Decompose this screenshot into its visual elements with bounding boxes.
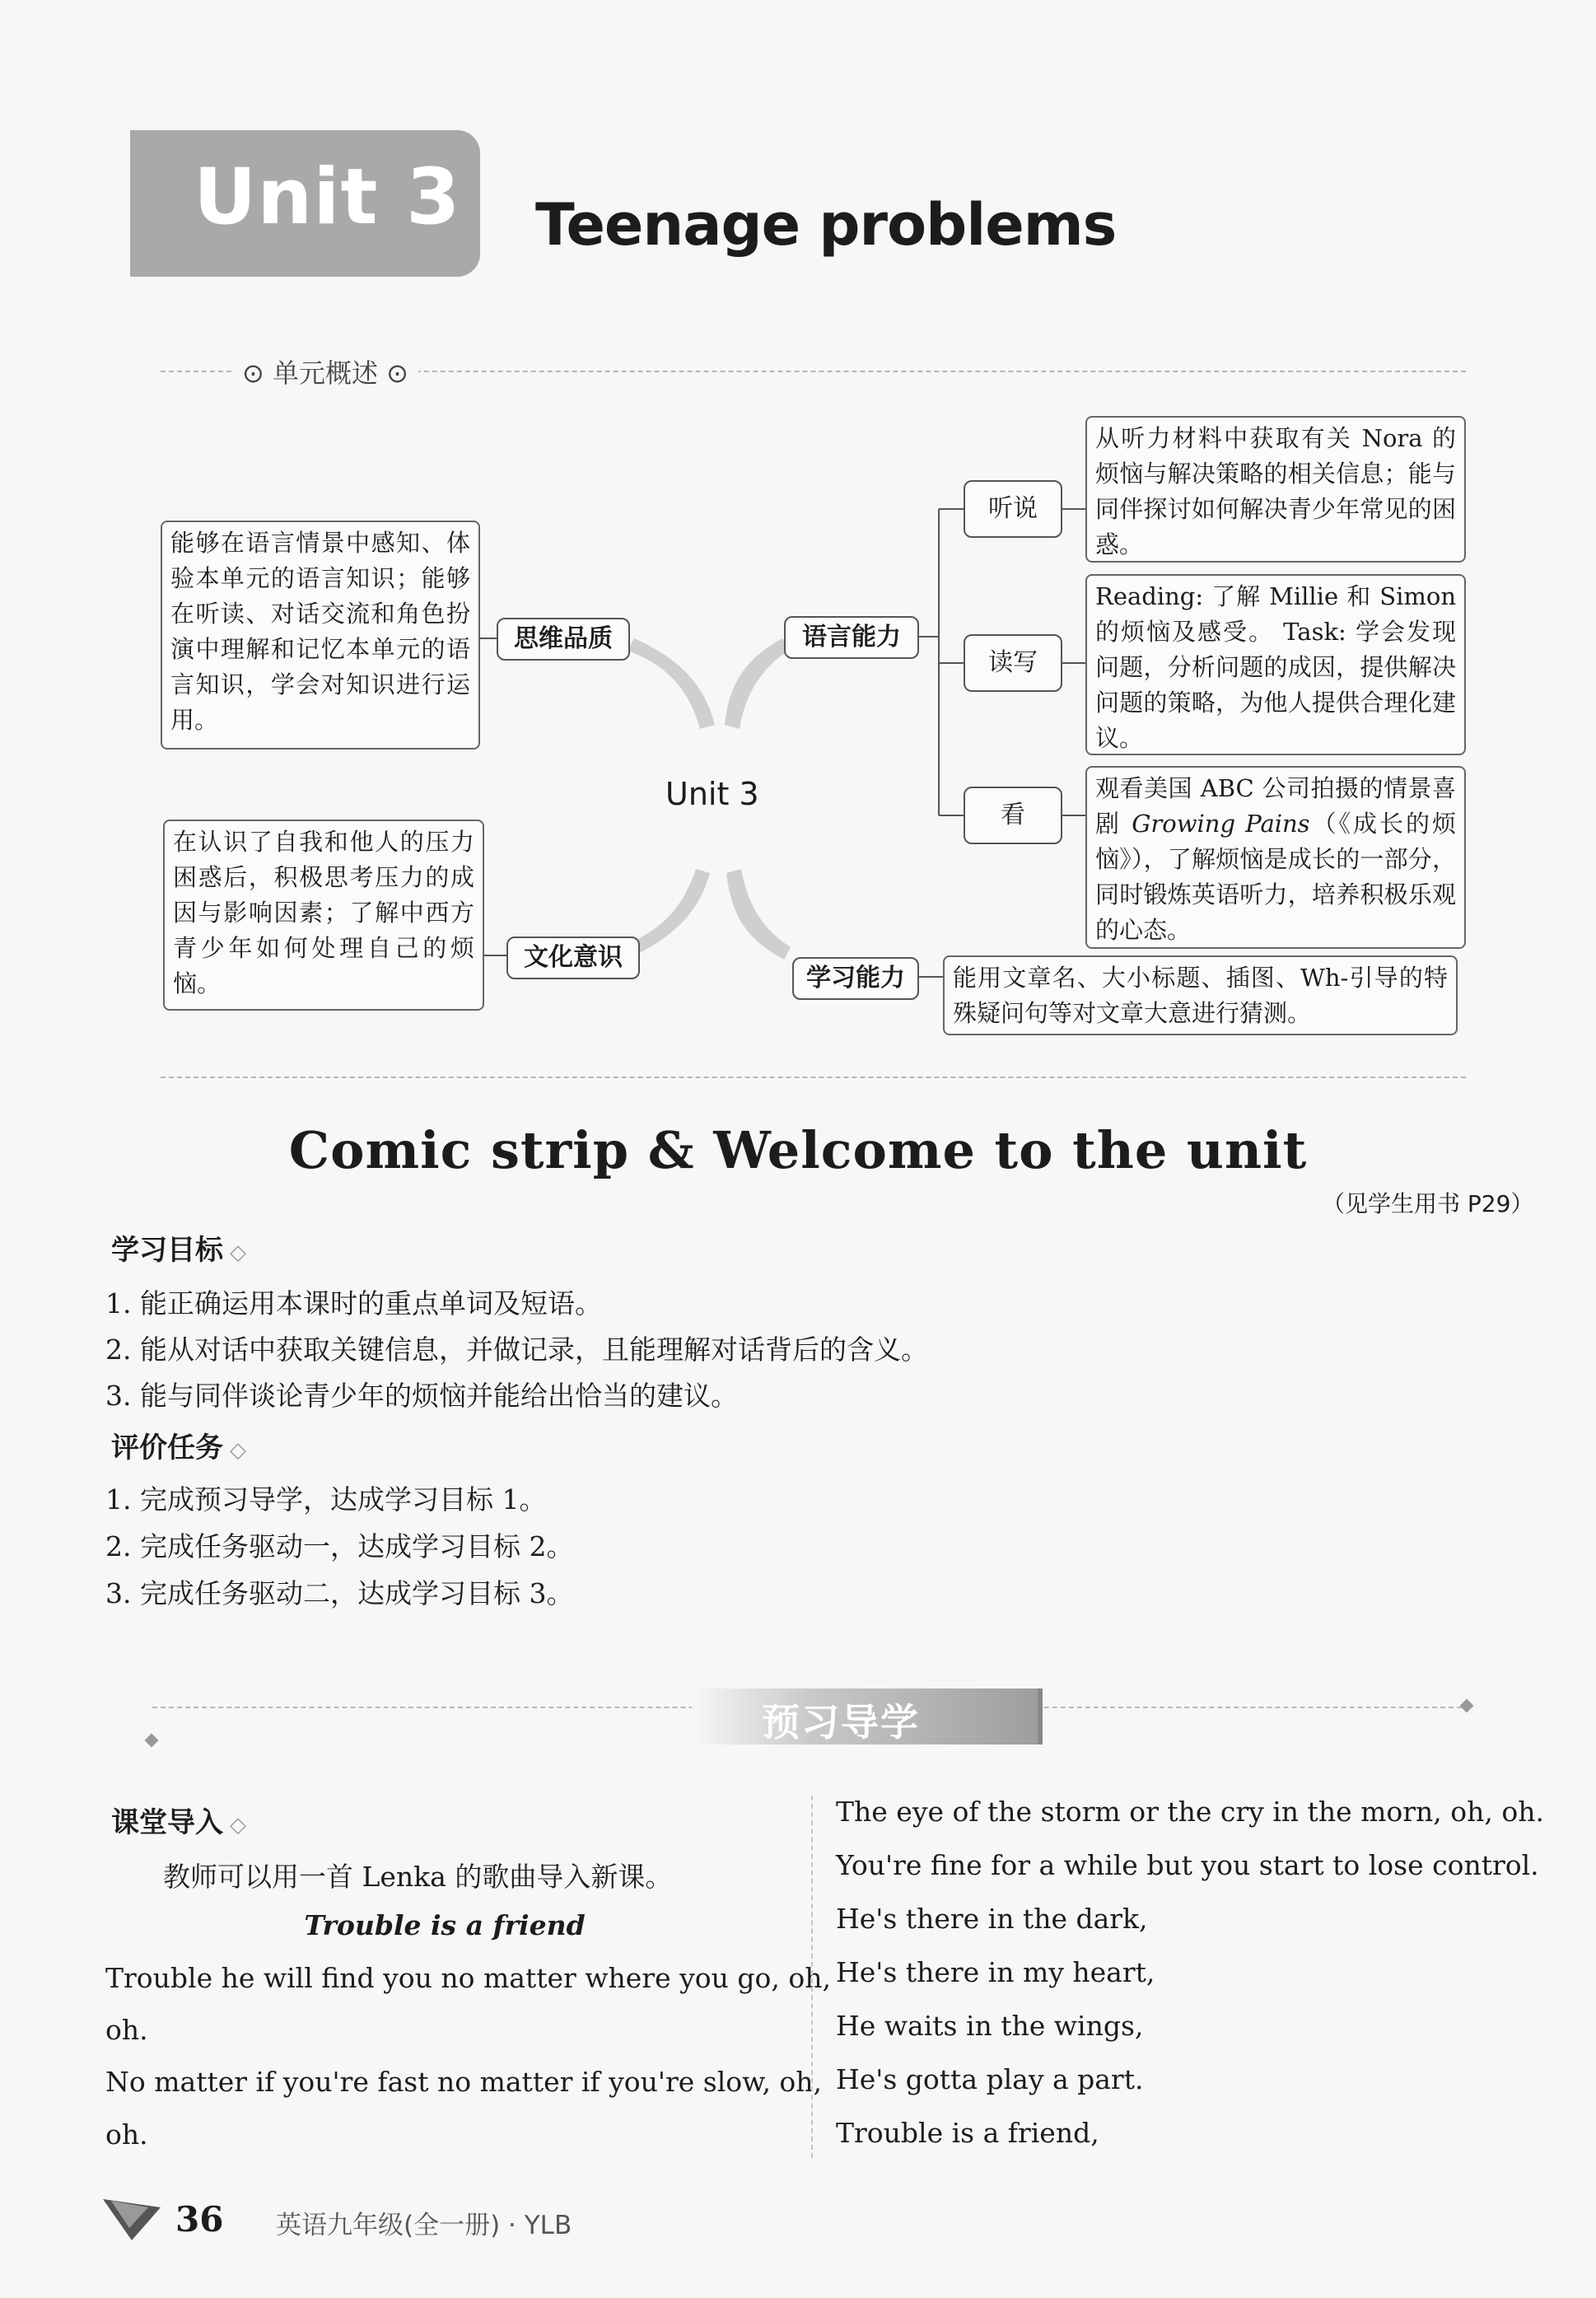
read-write-description: Reading: 了解 Millie 和 Simon 的烦恼及感受。 Task: 学会发现问题，分析问题的成因，提供解决问题的策略，为他人提供合理化建议。 [1085, 574, 1466, 755]
diamond-icon: ◇ [230, 1813, 246, 1838]
page-corner-icon [103, 2191, 161, 2240]
lyric-line: He's gotta play a part. [836, 2063, 1144, 2095]
evaluation-item: 1. 完成预习导学，达成学习目标 1。 [105, 1483, 547, 1516]
skill-listen-speak: 听说 [964, 480, 1062, 538]
skill-read-write: 读写 [964, 634, 1062, 692]
culture-awareness-node: 文化意识 [506, 936, 640, 979]
unit-title: Teenage problems [535, 191, 1117, 259]
thinking-description: 能够在语言情景中感知、体验本单元的语言知识；能够在听读、对话交流和角色扮演中理解和记忆本单元的语言知识，学会对知识进行运用。 [161, 521, 480, 750]
intro-heading-text: 课堂导入 [111, 1806, 223, 1839]
preview-banner-text: 预习导学 [762, 1700, 920, 1745]
culture-description: 在认识了自我和他人的压力困惑后，积极思考压力的成因与影响因素；了解中西方青少年如何处理自己的烦恼。 [163, 820, 484, 1011]
lyric-line: You're fine for a while but you start to lose control. [836, 1849, 1539, 1881]
language-ability-node: 语言能力 [784, 616, 919, 659]
lyric-line: He waits in the wings, [836, 2010, 1144, 2042]
objective-item: 3. 能与同伴谈论青少年的烦恼并能给出恰当的建议。 [105, 1380, 738, 1412]
objectives-heading-text: 学习目标 [111, 1234, 223, 1267]
lyric-line: Trouble he will find you no matter where you go, oh, [105, 1962, 831, 1994]
objectives-heading [111, 1227, 246, 1268]
diamond-icon: ◇ [230, 1438, 246, 1463]
objective-item: 2. 能从对话中获取关键信息，并做记录，且能理解对话背后的含义。 [105, 1333, 928, 1366]
evaluation-item: 2. 完成任务驱动一，达成学习目标 2。 [105, 1530, 574, 1562]
objective-item: 1. 能正确运用本课时的重点单词及短语。 [105, 1287, 602, 1319]
intro-heading [111, 1800, 246, 1840]
footer-book-title: 英语九年级(全一册) · YLB [276, 2211, 572, 2240]
lyric-line: No matter if you're fast no matter if you're slow, oh, [105, 2066, 823, 2098]
evaluation-item: 3. 完成任务驱动二，达成学习目标 3。 [105, 1577, 574, 1609]
lyric-line: oh. [105, 2014, 148, 2046]
overview-heading: ⊙ 单元概述 ⊙ [232, 353, 418, 390]
lyric-line: Trouble is a friend, [836, 2117, 1099, 2149]
view-description-show: Growing Pains [1132, 810, 1310, 838]
lyric-line: oh. [105, 2118, 148, 2151]
lesson-title: Comic strip & Welcome to the unit [288, 1120, 1308, 1180]
learning-description: 能用文章名、大小标题、插图、Wh-引导的特殊疑问句等对文章大意进行猜测。 [943, 955, 1458, 1035]
book-reference: （见学生用书 P29） [1322, 1190, 1534, 1217]
view-description-pre: 观看美国 ABC 公司拍摄的情景喜剧 [1095, 774, 1456, 838]
listen-speak-description: 从听力材料中获取有关 Nora 的烦恼与解决策略的相关信息；能与同伴探讨如何解决青少年常见的困惑。 [1085, 416, 1466, 563]
center-node: Unit 3 [665, 776, 759, 812]
intro-lead: 教师可以用一首 Lenka 的歌曲导入新课。 [163, 1861, 673, 1893]
view-description [1085, 766, 1466, 949]
evaluation-heading [111, 1425, 246, 1465]
lyric-line: He's there in the dark, [836, 1903, 1148, 1935]
diamond-icon: ◇ [230, 1240, 246, 1265]
evaluation-heading-text: 评价任务 [111, 1432, 223, 1464]
song-title: Trouble is a friend [304, 1909, 586, 1941]
lyric-line: He's there in my heart, [836, 1956, 1155, 1988]
unit-label: Unit 3 [194, 152, 461, 242]
lyric-line: The eye of the storm or the cry in the morn, oh, oh. [836, 1796, 1544, 1828]
page-number: 36 [175, 2199, 224, 2240]
learning-ability-node: 学习能力 [792, 957, 919, 1000]
skill-view: 看 [964, 787, 1062, 844]
column-divider [811, 1796, 813, 2158]
thinking-quality-node: 思维品质 [497, 618, 630, 661]
view-description-post: （《成长的烦恼》），了解烦恼是成长的一部分，同时锻炼英语听力，培养积极乐观的心态。 [1095, 810, 1456, 944]
